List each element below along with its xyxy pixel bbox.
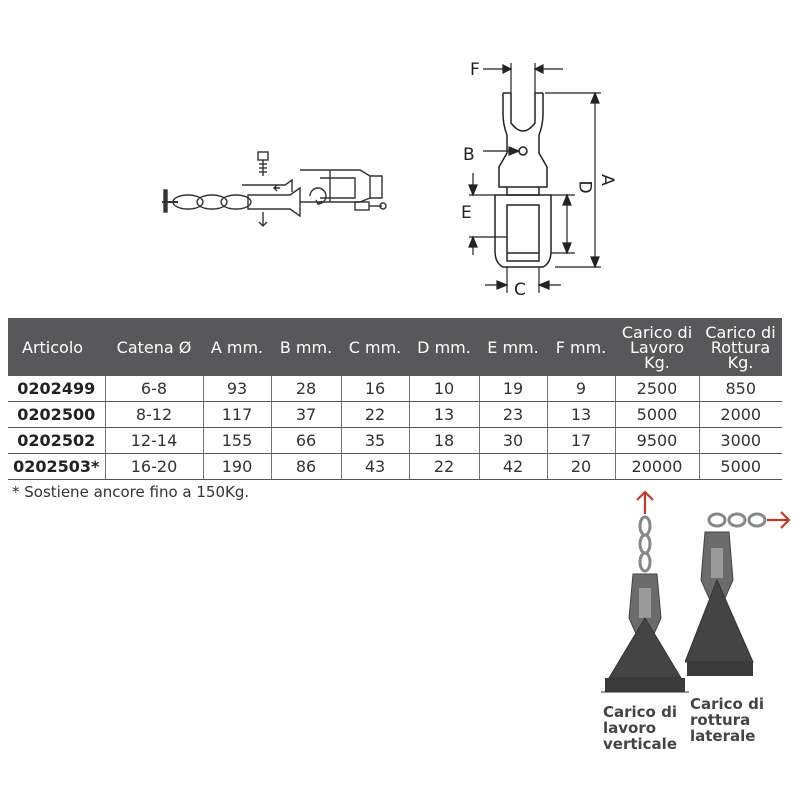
table-cell: 9500 xyxy=(615,428,699,454)
up-arrow-icon xyxy=(637,492,653,514)
table-cell: 117 xyxy=(203,402,271,428)
vertical-load-caption: Carico di lavoro verticale xyxy=(603,703,677,753)
table-cell: 155 xyxy=(203,428,271,454)
column-header: C mm. xyxy=(341,318,409,376)
column-header: D mm. xyxy=(409,318,479,376)
table-cell: 86 xyxy=(271,454,341,480)
table-cell: 93 xyxy=(203,376,271,402)
column-header: Articolo xyxy=(8,318,105,376)
column-header: E mm. xyxy=(479,318,547,376)
dim-label-e: E xyxy=(461,203,472,223)
table-cell: 12-14 xyxy=(105,428,203,454)
assembly-diagram xyxy=(150,140,390,230)
table-row xyxy=(8,454,782,480)
table-cell: 16-20 xyxy=(105,454,203,480)
table-cell: 16 xyxy=(341,376,409,402)
lateral-load-illustration xyxy=(685,498,800,698)
column-header: Carico di Rottura Kg. xyxy=(699,318,782,376)
table-cell: 9 xyxy=(547,376,615,402)
footnote: * Sostiene ancore fino a 150Kg. xyxy=(12,483,250,501)
table-cell: 3000 xyxy=(699,428,782,454)
table-cell: 10 xyxy=(409,376,479,402)
table-cell: 20000 xyxy=(615,454,699,480)
table-cell: 13 xyxy=(547,402,615,428)
table-cell: 28 xyxy=(271,376,341,402)
table-cell: 22 xyxy=(341,402,409,428)
table-cell: 2500 xyxy=(615,376,699,402)
article-code-cell: 0202503* xyxy=(8,454,105,480)
article-code-cell: 0202499 xyxy=(8,376,105,402)
table-row xyxy=(8,376,782,402)
column-header: A mm. xyxy=(203,318,271,376)
column-header: F mm. xyxy=(547,318,615,376)
dim-label-d: D xyxy=(574,180,595,194)
table-cell: 35 xyxy=(341,428,409,454)
column-header: Carico di Lavoro Kg. xyxy=(615,318,699,376)
table-cell: 37 xyxy=(271,402,341,428)
vertical-load-illustration xyxy=(595,488,690,698)
dim-label-a: A xyxy=(596,174,617,186)
table-cell: 18 xyxy=(409,428,479,454)
table-cell: 42 xyxy=(479,454,547,480)
table-row xyxy=(8,402,782,428)
column-header: B mm. xyxy=(271,318,341,376)
table-cell: 22 xyxy=(409,454,479,480)
table-body xyxy=(8,376,782,480)
table-header xyxy=(8,318,782,376)
table-cell: 30 xyxy=(479,428,547,454)
dimension-drawing xyxy=(455,55,615,300)
table-cell: 850 xyxy=(699,376,782,402)
table-cell: 190 xyxy=(203,454,271,480)
table-cell: 13 xyxy=(409,402,479,428)
table-cell: 20 xyxy=(547,454,615,480)
right-arrow-icon xyxy=(767,512,789,528)
spec-table xyxy=(8,318,782,480)
table-cell: 23 xyxy=(479,402,547,428)
lateral-load-caption: Carico di rottura laterale xyxy=(690,695,764,745)
table-cell: 5000 xyxy=(615,402,699,428)
dim-label-f: F xyxy=(470,60,480,80)
table-cell: 19 xyxy=(479,376,547,402)
article-code-cell: 0202502 xyxy=(8,428,105,454)
dim-label-c: C xyxy=(514,280,526,300)
table-cell: 43 xyxy=(341,454,409,480)
table-cell: 2000 xyxy=(699,402,782,428)
table-cell: 8-12 xyxy=(105,402,203,428)
column-header: Catena Ø xyxy=(105,318,203,376)
table-row xyxy=(8,428,782,454)
article-code-cell: 0202500 xyxy=(8,402,105,428)
table-cell: 6-8 xyxy=(105,376,203,402)
table-cell: 5000 xyxy=(699,454,782,480)
dim-label-b: B xyxy=(463,145,475,165)
table-cell: 66 xyxy=(271,428,341,454)
table-cell: 17 xyxy=(547,428,615,454)
